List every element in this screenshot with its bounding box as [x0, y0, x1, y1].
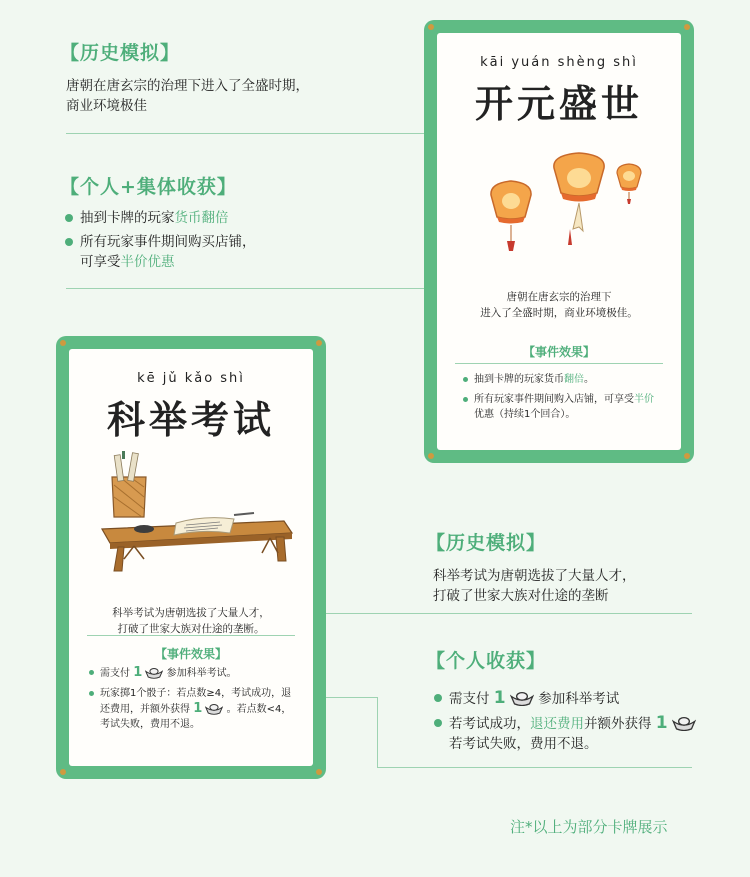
effect-item	[89, 665, 299, 681]
connector-line	[284, 613, 692, 614]
silver-ingot-icon	[510, 691, 534, 706]
section-title-gains-1: 【个人+集体收获】	[60, 176, 237, 198]
item-line1	[449, 713, 733, 734]
card-pinyin: kāi yuán shèng shì	[480, 55, 638, 70]
list-item	[433, 713, 733, 754]
section-text-history-2	[433, 566, 636, 606]
card-effect-title: 【事件效果】	[522, 345, 595, 359]
highlight-text: 半价优惠	[120, 254, 175, 270]
highlight-text: 翻倍	[564, 374, 584, 385]
connector-line	[66, 288, 470, 289]
effect-text: 所有玩家事件期间购入店铺，可享受	[474, 394, 634, 405]
card-effects-list	[463, 372, 659, 427]
exam-desk-illustration	[94, 449, 299, 574]
item-text: 并额外获得	[584, 716, 652, 732]
item-text: 参加科举考试	[538, 691, 620, 707]
highlight-text: 半价	[634, 394, 654, 405]
effect-text: 玩家掷1个骰子：若点数≥4，考试成功，退还费用，并额外获得	[100, 688, 292, 715]
corner-dot	[684, 24, 690, 30]
lantern-icon	[554, 153, 604, 231]
sky-lanterns-illustration	[469, 133, 669, 258]
inkstone-icon	[134, 525, 154, 533]
desc-line: 进入了全盛时期，商业环境极佳。	[480, 307, 638, 319]
corner-dot	[316, 340, 322, 346]
event-card-kaiyuan	[424, 20, 694, 463]
card-pinyin: kē jǔ kǎo shì	[137, 371, 245, 386]
list-item	[64, 208, 364, 228]
corner-dot	[60, 769, 66, 775]
text-line: 科举考试为唐朝选拔了大量人才，	[433, 568, 636, 584]
coin-amount: 1	[493, 688, 506, 708]
event-card-keju	[56, 336, 326, 779]
effect-text: 需支付	[100, 668, 130, 679]
card-title: 科举考试	[106, 397, 275, 442]
corner-dot	[60, 340, 66, 346]
effect-text: 。	[584, 374, 594, 385]
card-title: 开元盛世	[474, 81, 643, 126]
text-line: 商业环境极佳	[66, 98, 147, 114]
card-description	[69, 605, 313, 637]
section-text-history-1	[66, 76, 309, 116]
item-text-line2	[80, 252, 364, 272]
connector-line	[377, 767, 692, 768]
effect-item	[463, 372, 659, 387]
effect-text: 。若点数<4，考试失败，费用不退。	[100, 704, 292, 730]
section-title-gains-2: 【个人收获】	[426, 650, 547, 672]
card-description	[437, 289, 681, 321]
connector-line	[377, 697, 378, 767]
text-line: 唐朝在唐玄宗的治理下进入了全盛时期，	[66, 78, 309, 94]
divider	[87, 635, 295, 636]
effect-item	[89, 686, 299, 732]
silver-ingot-icon	[145, 667, 163, 679]
effect-item	[463, 392, 659, 422]
effect-text: 抽到卡牌的玩家货币	[474, 374, 564, 385]
divider	[455, 363, 663, 364]
card-face	[437, 33, 681, 450]
item-text: 可享受	[80, 254, 121, 270]
coin-amount: 1	[133, 665, 143, 680]
silver-ingot-icon	[205, 703, 223, 715]
lantern-icon	[491, 181, 531, 251]
brush-pot-icon	[112, 451, 146, 517]
item-text: 若考试成功，	[449, 716, 530, 732]
card-effect-title: 【事件效果】	[154, 647, 227, 661]
footnote: 注*以上为部分卡牌展示	[510, 818, 668, 836]
list-item	[433, 688, 733, 709]
text-line: 打破了世家大族对仕途的垄断	[433, 588, 609, 604]
silver-ingot-icon	[672, 716, 696, 731]
list-item	[64, 232, 364, 272]
coin-amount: 1	[193, 701, 203, 716]
section-title-history-1: 【历史模拟】	[60, 42, 181, 64]
card-effects-list	[89, 665, 299, 737]
corner-dot	[684, 453, 690, 459]
card-face	[69, 349, 313, 766]
section-title-history-2: 【历史模拟】	[426, 532, 547, 554]
item-text: 若考试失败，费用不退。	[449, 736, 598, 752]
effect-text: 参加科举考试。	[166, 668, 237, 679]
highlight-text: 货币翻倍	[174, 210, 229, 226]
corner-dot	[316, 769, 322, 775]
desc-line: 唐朝在唐玄宗的治理下	[506, 291, 612, 303]
desc-line: 打破了世家大族对仕途的垄断。	[117, 623, 265, 635]
coin-amount: 1	[655, 713, 668, 733]
lantern-icon	[617, 164, 641, 204]
item-text: 抽到卡牌的玩家	[80, 210, 175, 226]
corner-dot	[428, 453, 434, 459]
highlight-text: 退还费用	[530, 716, 584, 732]
gains-list-2	[433, 688, 733, 754]
desc-line: 科举考试为唐朝选拔了大量人才，	[112, 607, 270, 619]
effect-text: 优惠（持续1个回合）。	[474, 409, 576, 420]
corner-dot	[428, 24, 434, 30]
item-text: 所有玩家事件期间购买店铺，	[80, 234, 256, 250]
gains-list-1	[64, 208, 364, 272]
item-text: 需支付	[449, 691, 490, 707]
